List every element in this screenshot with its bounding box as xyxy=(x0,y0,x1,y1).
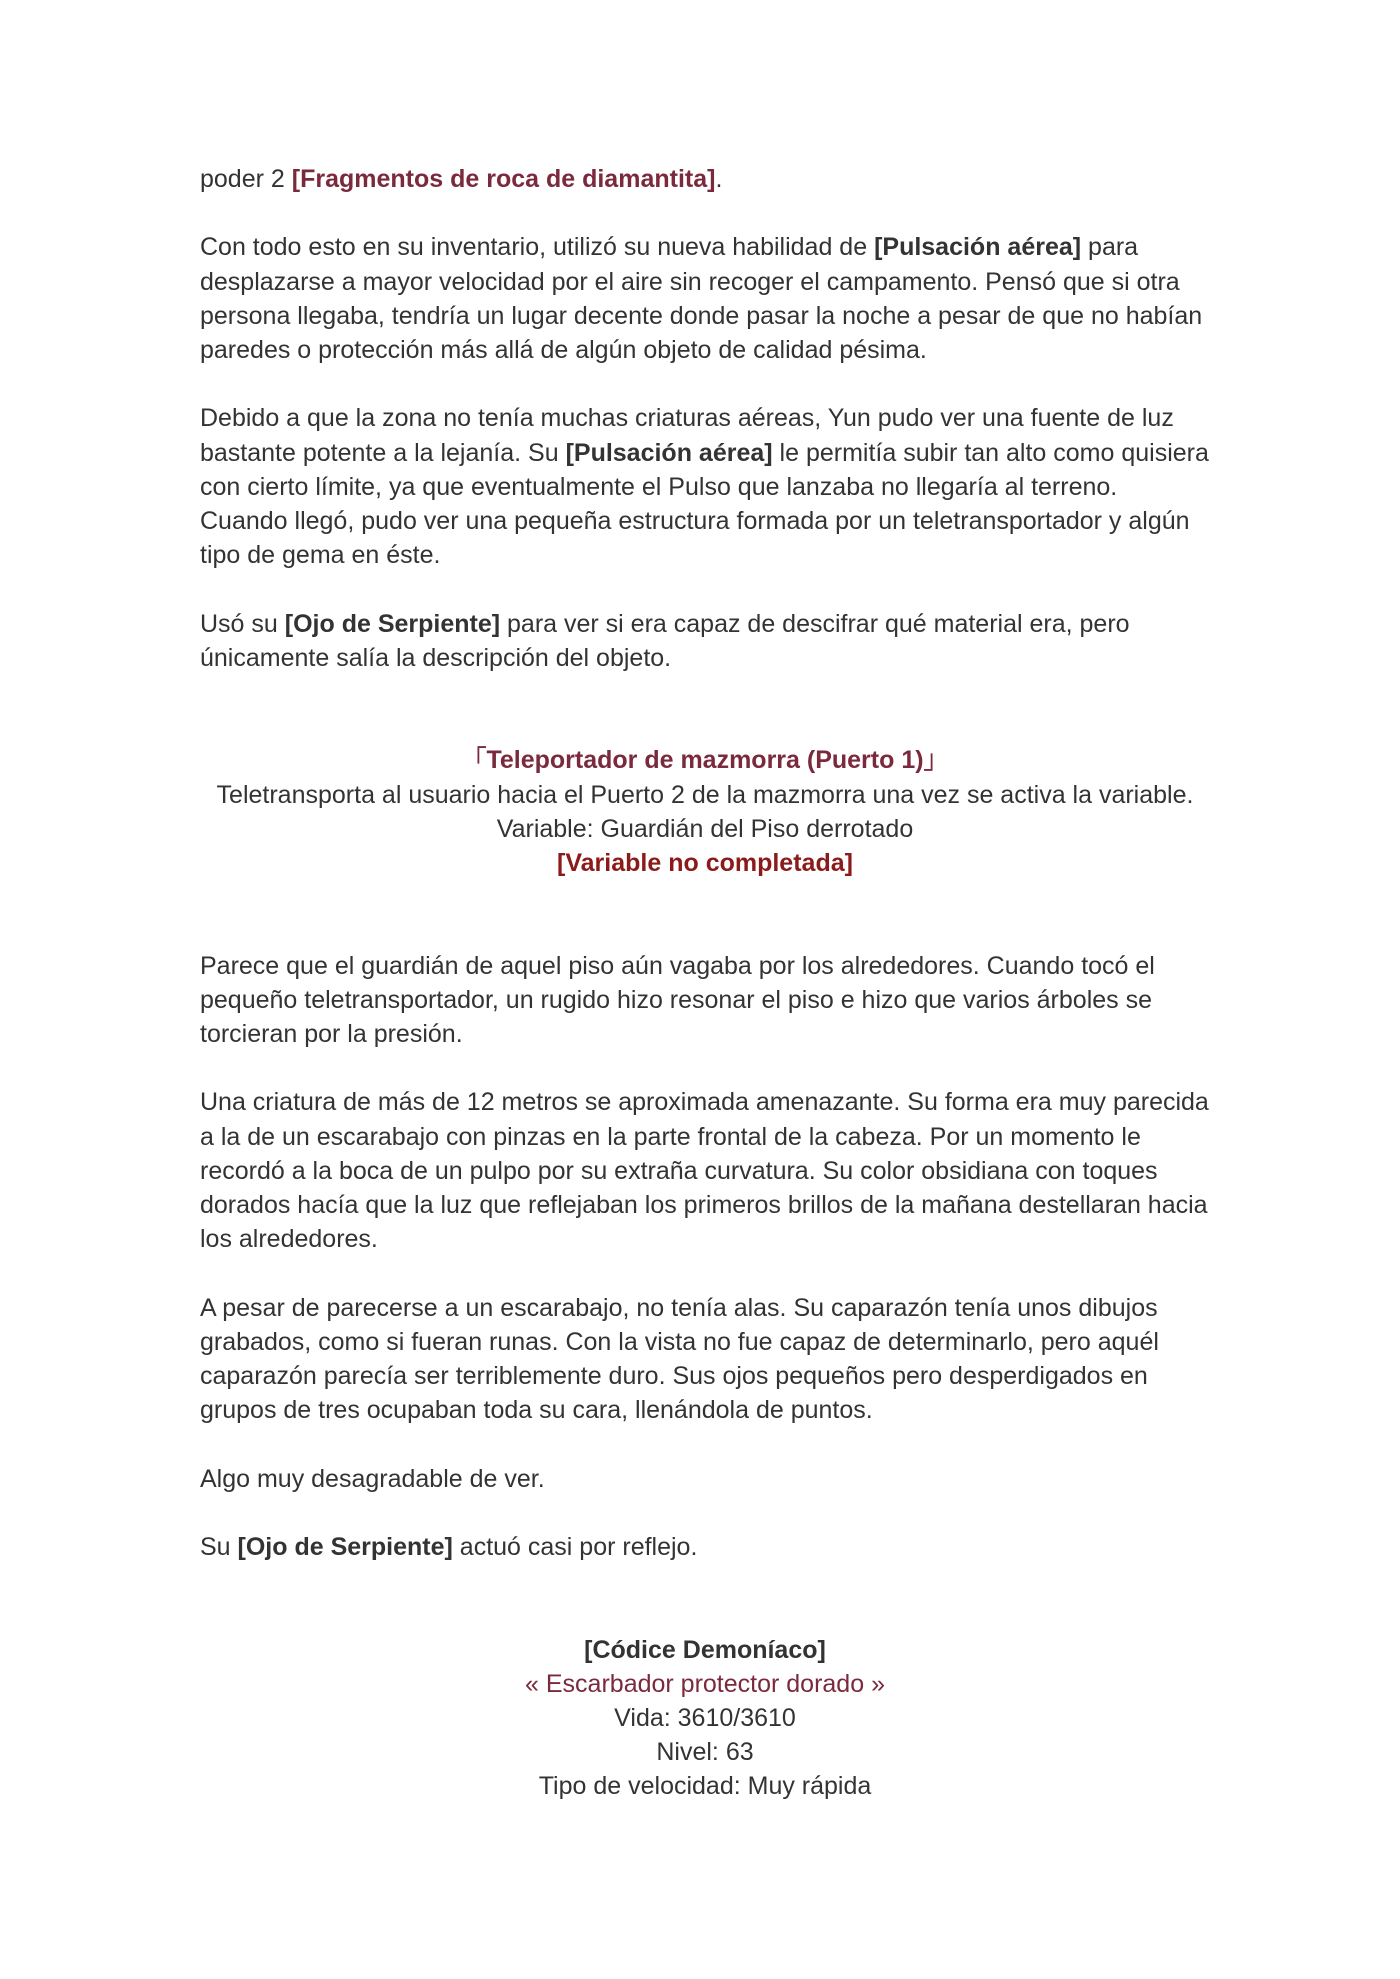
paragraph-8: Algo muy desagradable de ver. xyxy=(200,1464,545,1493)
paragraph-1-post: . xyxy=(715,165,723,193)
paragraph-9-post: actuó casi por reflejo. xyxy=(452,1532,698,1561)
paragraph-4-post: para ver si era capaz de descifrar qué material era, pero únicamente salía la descripción del objeto. xyxy=(200,609,1130,672)
item-name-diamantita: [Fragmentos de roca de diamantita] xyxy=(291,165,716,193)
codex-box-creature-name: « Escarbador protector dorado » xyxy=(525,1669,885,1698)
item-box-title: 「Teleportador de mazmorra (Puerto 1)」 xyxy=(461,746,949,775)
paragraph-6: Una criatura de más de 12 metros se aproximada amenazante. Su forma era muy parecida a la de un escarabajo con pinzas en la parte frontal de la cabeza. Por un momento le recordó a la boca de un pulpo por su extraña curvatura. Su color obsidiana con toques dorados hacía que la luz que reflejaban los primeros brillos de la mañana destellaran hacia los alrededores. xyxy=(200,1088,1209,1254)
codex-box-title: [Códice Demoníaco] xyxy=(584,1635,826,1664)
paragraph-2-pre: Con todo esto en su inventario, utilizó su nueva habilidad de xyxy=(200,233,875,262)
skill-name-pulsacion-aerea: [Pulsación aérea] xyxy=(874,233,1082,262)
item-box-variable: Variable: Guardián del Piso derrotado xyxy=(496,814,914,843)
item-box-description: Teletransporta al usuario hacia el Puerto 2 de la mazmorra una vez se activa la variable. xyxy=(216,780,1194,809)
item-info-box xyxy=(200,743,1210,880)
codex-box-speed: Tipo de velocidad: Muy rápida xyxy=(538,1772,872,1801)
skill-name-ojo-de-serpiente: [Ojo de Serpiente] xyxy=(237,1532,453,1561)
skill-name-pulsacion-aerea: [Pulsación aérea] xyxy=(565,438,773,467)
paragraph-9 xyxy=(200,1530,1210,1564)
skill-name-ojo-de-serpiente: [Ojo de Serpiente] xyxy=(284,609,501,638)
paragraph-3-pre: Debido a que la zona no tenía muchas criaturas aéreas, Yun pudo ver una fuente de luz bastante potente a la lejanía. Su xyxy=(200,404,1174,467)
codex-box-level: Nivel: 63 xyxy=(656,1738,754,1767)
codex-info-box xyxy=(200,1633,1210,1804)
paragraph-5: Parece que el guardián de aquel piso aún vagaba por los alrededores. Cuando tocó el pequeño teletransportador, un rugido hizo resonar el piso e hizo que varios árboles se torcieran por la presión. xyxy=(200,951,1155,1048)
paragraph-7: A pesar de parecerse a un escarabajo, no tenía alas. Su caparazón tenía unos dibujos grabados, como si fueran runas. Con la vista no fue capaz de determinarlo, pero aquél caparazón parecía ser terriblemente duro. Sus ojos pequeños pero desperdigados en grupos de tres ocupaban toda su cara, llenándola de puntos. xyxy=(200,1293,1159,1425)
paragraph-4-pre: Usó su xyxy=(200,609,285,638)
paragraph-2-post: para desplazarse a mayor velocidad por el aire sin recoger el campamento. Pensó que si otra persona llegaba, tendría un lugar decente donde pasar la noche a pesar de que no habían paredes o protección más allá de algún objeto de calidad pésima. xyxy=(200,233,1203,364)
codex-box-health: Vida: 3610/3610 xyxy=(614,1703,796,1732)
paragraph-3 xyxy=(200,401,1210,572)
paragraph-1 xyxy=(200,162,1210,196)
paragraph-4 xyxy=(200,607,1210,675)
paragraph-2 xyxy=(200,230,1210,367)
document-body xyxy=(200,162,1210,1804)
paragraph-3-post: le permitía subir tan alto como quisiera con cierto límite, ya que eventualmente el Pulso que lanzaba no llegaría al terreno. Cuando llegó, pudo ver una pequeña estructura formada por un teletransportador y algún tipo de gema en éste. xyxy=(200,438,1209,570)
item-box-status: [Variable no completada] xyxy=(557,848,853,877)
paragraph-1-pre: poder 2 xyxy=(200,165,292,193)
paragraph-9-pre: Su xyxy=(200,1532,238,1561)
